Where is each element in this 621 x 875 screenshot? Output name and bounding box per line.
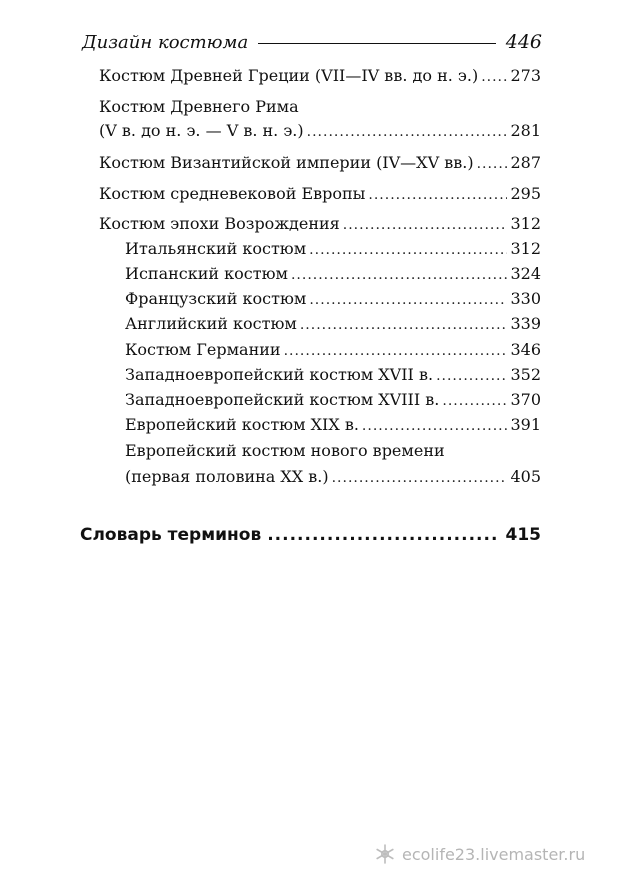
toc-entry-page: 287 [510, 153, 541, 172]
toc-entry[interactable] [99, 214, 541, 235]
leader-dots [307, 122, 508, 142]
toc-entry-label-line1: Костюм Древнего Рима [99, 97, 299, 116]
toc-entry-label: Итальянский костюм [125, 239, 307, 258]
running-header [82, 28, 542, 56]
watermark [375, 843, 585, 865]
toc-entry-page: 324 [510, 264, 541, 283]
toc-entry-label: Костюм Германии [125, 340, 281, 359]
toc-subentry[interactable] [125, 264, 541, 285]
header-page-number: 446 [505, 31, 542, 53]
toc-entry-page: 273 [510, 66, 541, 85]
leader-dots [481, 67, 507, 87]
header-rule [258, 43, 496, 44]
toc-entry-page: 295 [510, 184, 541, 203]
toc-subentry[interactable] [125, 365, 541, 386]
toc-entry-page: 330 [510, 289, 541, 308]
leader-dots [291, 265, 507, 285]
leader-dots [267, 524, 499, 546]
toc-subentry[interactable] [125, 314, 541, 335]
toc-entry-label: (первая половина XX в.) [125, 467, 329, 486]
toc-entry-page: 415 [505, 525, 541, 545]
watermark-text: ecolife23.livemaster.ru [402, 844, 586, 864]
toc-entry-label: Словарь терминов [80, 525, 262, 545]
leader-dots [309, 240, 507, 260]
toc-entry-label: Европейский костюм XIX в. [125, 415, 359, 434]
toc-entry-page: 346 [510, 340, 541, 359]
toc-subentry[interactable] [125, 239, 541, 260]
toc-subentry[interactable] [125, 467, 541, 488]
toc-subentry[interactable] [125, 340, 541, 361]
toc-entry-page: 352 [510, 365, 541, 384]
leader-dots [300, 315, 508, 335]
toc-entry-label-line1: Европейский костюм нового времени [125, 441, 445, 460]
toc-entry-glossary[interactable] [80, 524, 541, 546]
toc-entry-label: (V в. до н. э. — V в. н. э.) [99, 121, 304, 140]
toc-entry-page: 370 [510, 390, 541, 409]
leader-dots [362, 416, 508, 436]
toc-entry-label: Костюм средневековой Европы [99, 184, 366, 203]
leader-dots [442, 391, 507, 411]
toc-entry-page: 391 [510, 415, 541, 434]
toc-subentry[interactable] [125, 390, 541, 411]
toc-entry[interactable] [99, 66, 541, 87]
toc-entry-label: Испанский костюм [125, 264, 288, 283]
leader-dots [343, 215, 508, 235]
snowflake-logo-icon [375, 844, 395, 864]
toc-entry-page: 312 [510, 214, 541, 233]
leader-dots [309, 290, 507, 310]
toc-entry-label: Костюм Византийской империи (IV—XV вв.) [99, 153, 474, 172]
toc-entry-label: Западноевропейский костюм XVII в. [125, 365, 434, 384]
toc-entry-page: 339 [510, 314, 541, 333]
toc-entry[interactable] [99, 184, 541, 205]
toc-entry[interactable] [99, 153, 541, 174]
toc-entry-page: 312 [510, 239, 541, 258]
toc-entry-label: Английский костюм [125, 314, 297, 333]
toc-entry-page: 281 [510, 121, 541, 140]
leader-dots [368, 185, 507, 205]
toc-entry-page: 405 [510, 467, 541, 486]
toc-entry[interactable] [99, 121, 541, 142]
running-title: Дизайн костюма [82, 31, 249, 53]
toc-subentry[interactable] [125, 289, 541, 310]
toc-subentry[interactable] [125, 415, 541, 436]
toc-entry-label: Костюм эпохи Возрождения [99, 214, 340, 233]
leader-dots [284, 341, 508, 361]
toc-entry-label: Костюм Древней Греции (VII—IV вв. до н. э.) [99, 66, 479, 85]
toc-entry-label: Французский костюм [125, 289, 307, 308]
leader-dots [332, 468, 508, 488]
leader-dots [477, 154, 508, 174]
leader-dots [436, 366, 507, 386]
toc-entry-label: Западноевропейский костюм XVIII в. [125, 390, 440, 409]
